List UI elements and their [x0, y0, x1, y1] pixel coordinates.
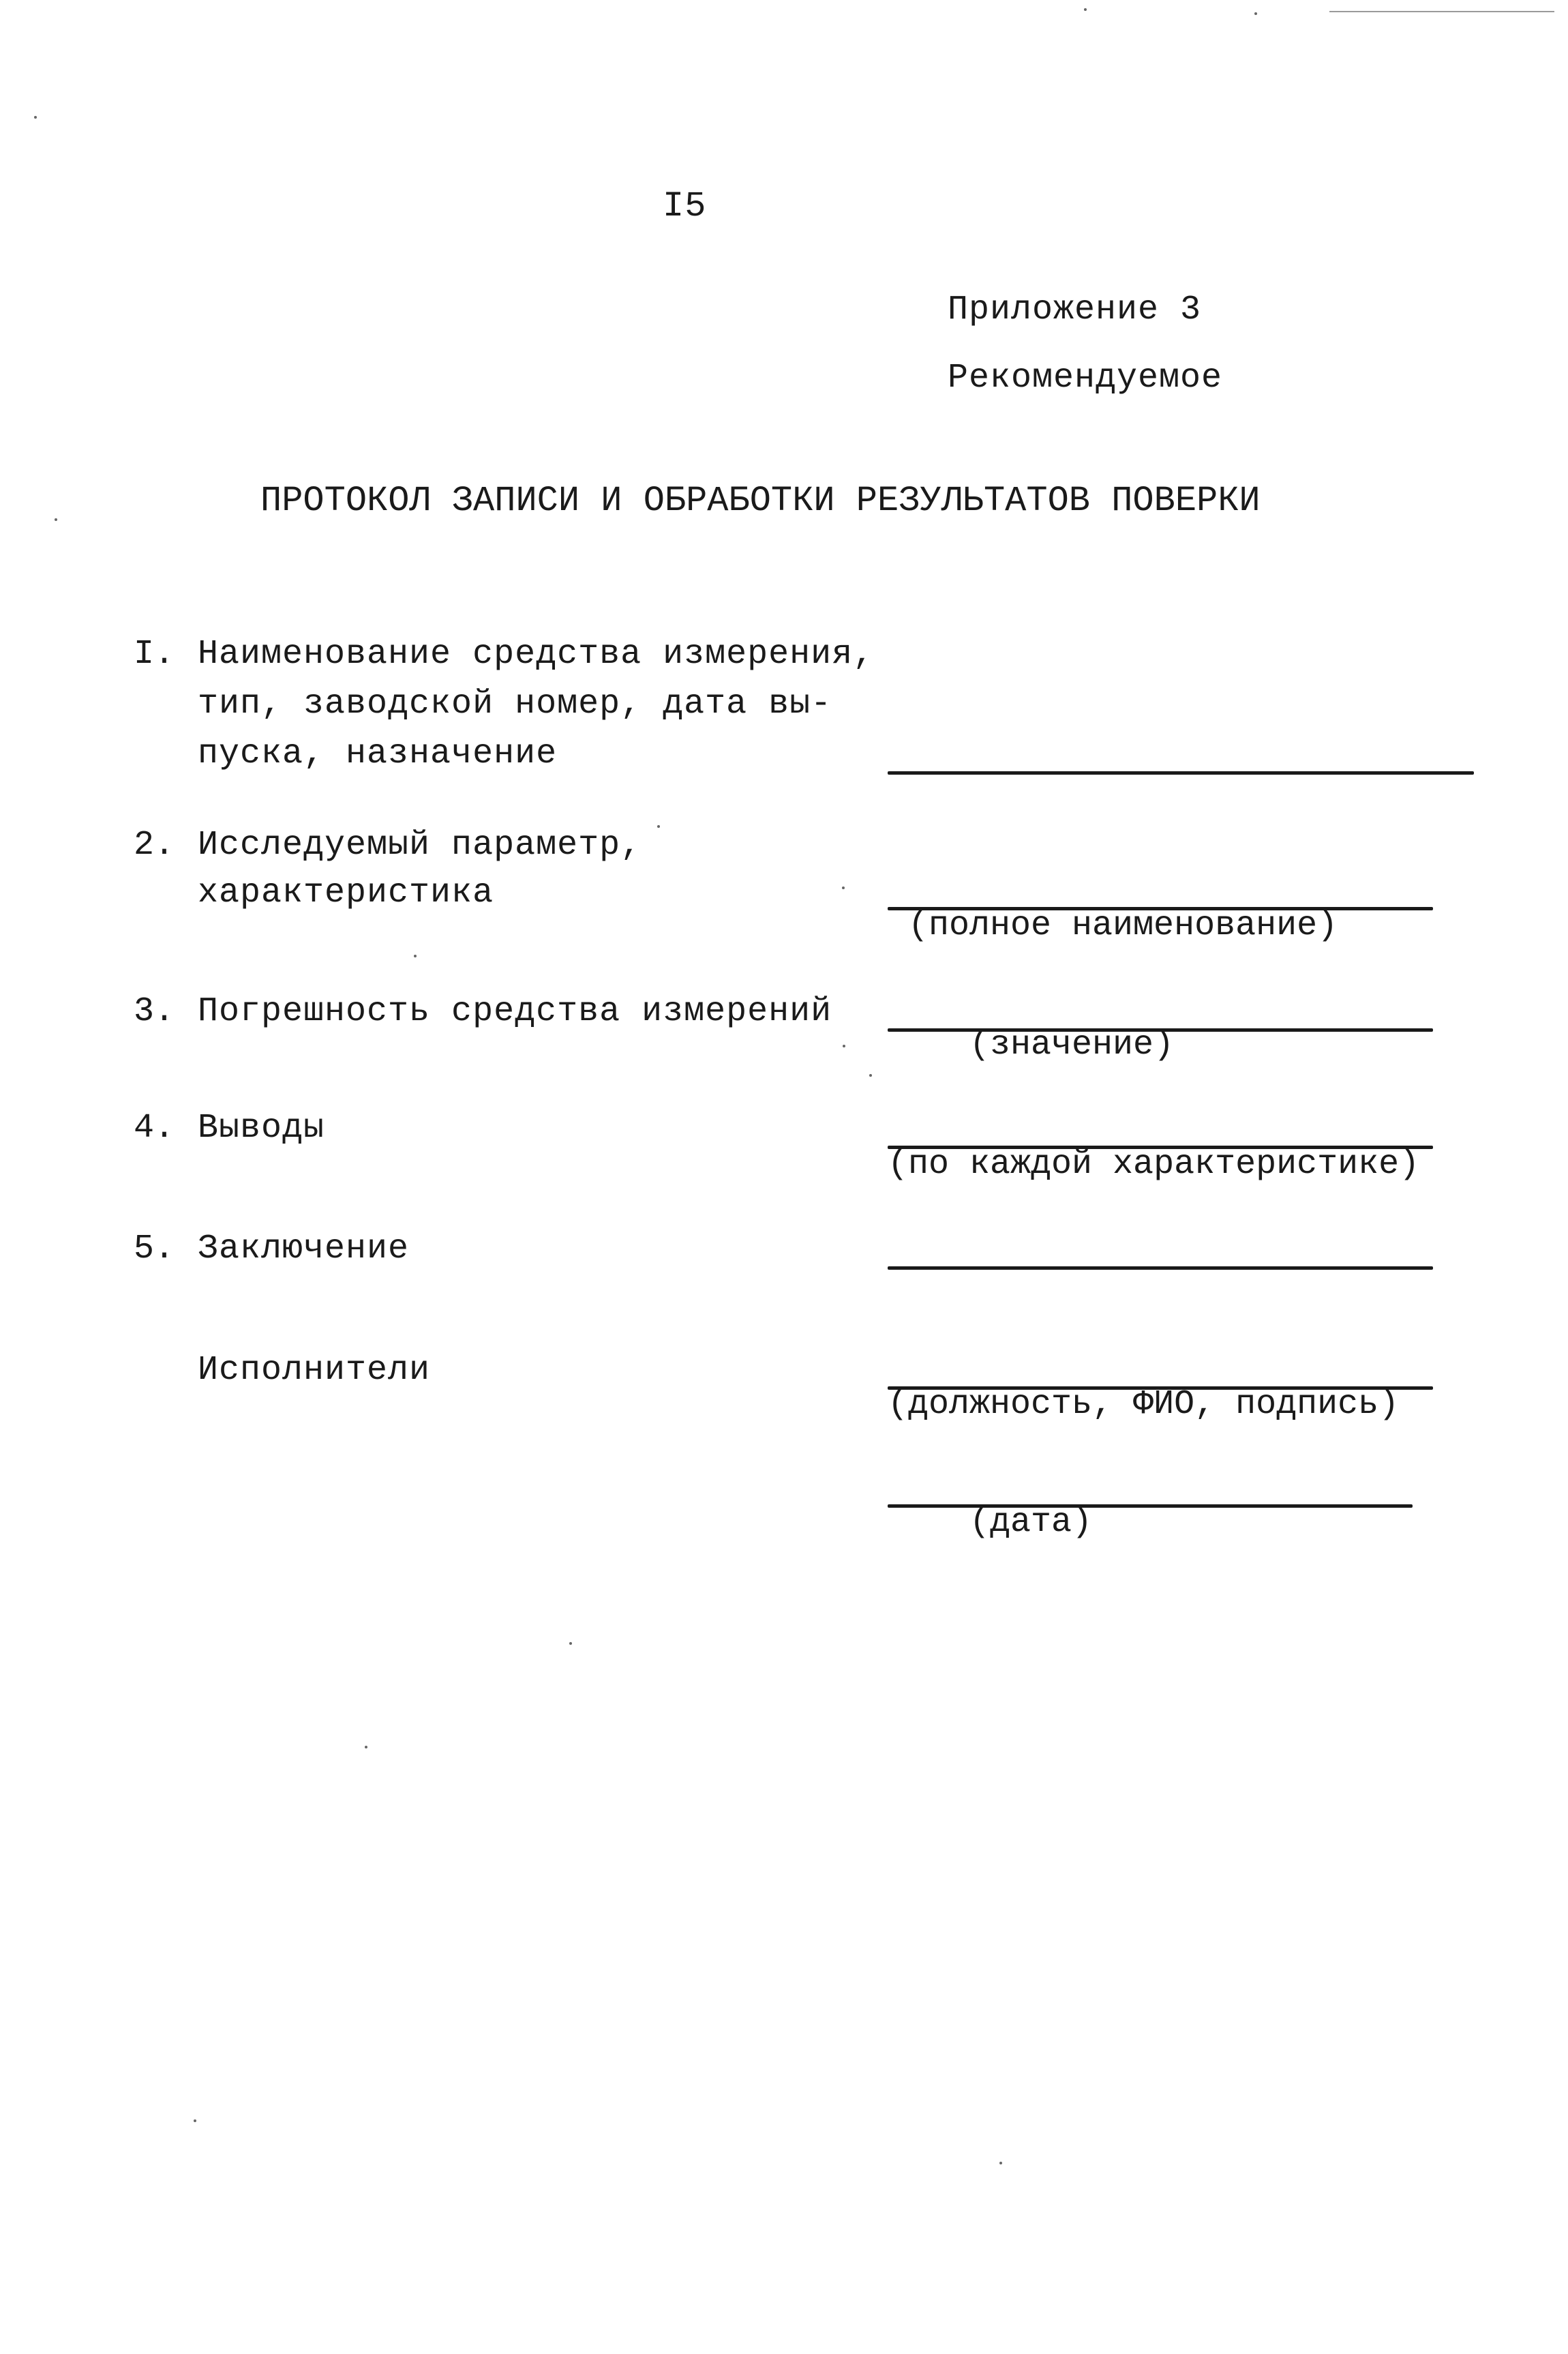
scan-edge-mark [1329, 11, 1554, 12]
performers-label: Исполнители [198, 1351, 431, 1390]
item-2-line-2: характеристика [198, 874, 494, 912]
item-3-caption: (значение) [969, 1026, 1175, 1064]
item-2-caption: (полное наименование) [908, 906, 1338, 945]
appendix-status: Рекомендуемое [948, 359, 1223, 398]
scan-speck [842, 887, 845, 889]
item-3-line-1: Погрешность средства измерений [198, 992, 832, 1031]
item-5-number: 5. [134, 1230, 175, 1268]
item-1-line-1: Наименование средства измерения, [198, 635, 875, 674]
scan-speck [1254, 12, 1257, 15]
date-caption: (дата) [969, 1503, 1093, 1542]
scan-speck [414, 955, 417, 957]
scan-speck [365, 1746, 367, 1748]
scan-speck [657, 825, 660, 828]
scan-speck [55, 518, 57, 521]
scan-speck [999, 2162, 1002, 2164]
scan-speck [843, 1045, 845, 1047]
item-1-fill-line[interactable] [888, 771, 1474, 775]
scan-speck [194, 2119, 196, 2122]
item-1-number: I. [134, 635, 175, 674]
item-2-line-1: Исследуемый параметр, [198, 826, 642, 865]
scan-speck [1084, 8, 1087, 11]
item-4-number: 4. [134, 1109, 175, 1148]
scan-speck [34, 116, 37, 119]
item-1-line-2: тип, заводской номер, дата вы- [198, 685, 832, 724]
page-number: I5 [663, 186, 707, 226]
item-5-fill-line[interactable] [888, 1266, 1433, 1270]
item-2-number: 2. [134, 826, 175, 865]
performers-caption: (должность, ФИО, подпись) [888, 1385, 1400, 1424]
date-fill-line[interactable] [888, 1504, 1413, 1508]
document-title: ПРОТОКОЛ ЗАПИСИ И ОБРАБОТКИ РЕЗУЛЬТАТОВ ПОВЕРКИ [260, 481, 1261, 521]
item-4-caption: (по каждой характеристике) [888, 1145, 1420, 1184]
item-3-number: 3. [134, 992, 175, 1031]
item-4-line-1: Выводы [198, 1109, 325, 1148]
scan-speck [869, 1074, 872, 1077]
item-1-line-3: пуска, назначение [198, 734, 558, 773]
item-5-line-1: Заключение [198, 1230, 410, 1268]
scan-speck [569, 1642, 572, 1645]
appendix-label: Приложение 3 [948, 290, 1202, 329]
